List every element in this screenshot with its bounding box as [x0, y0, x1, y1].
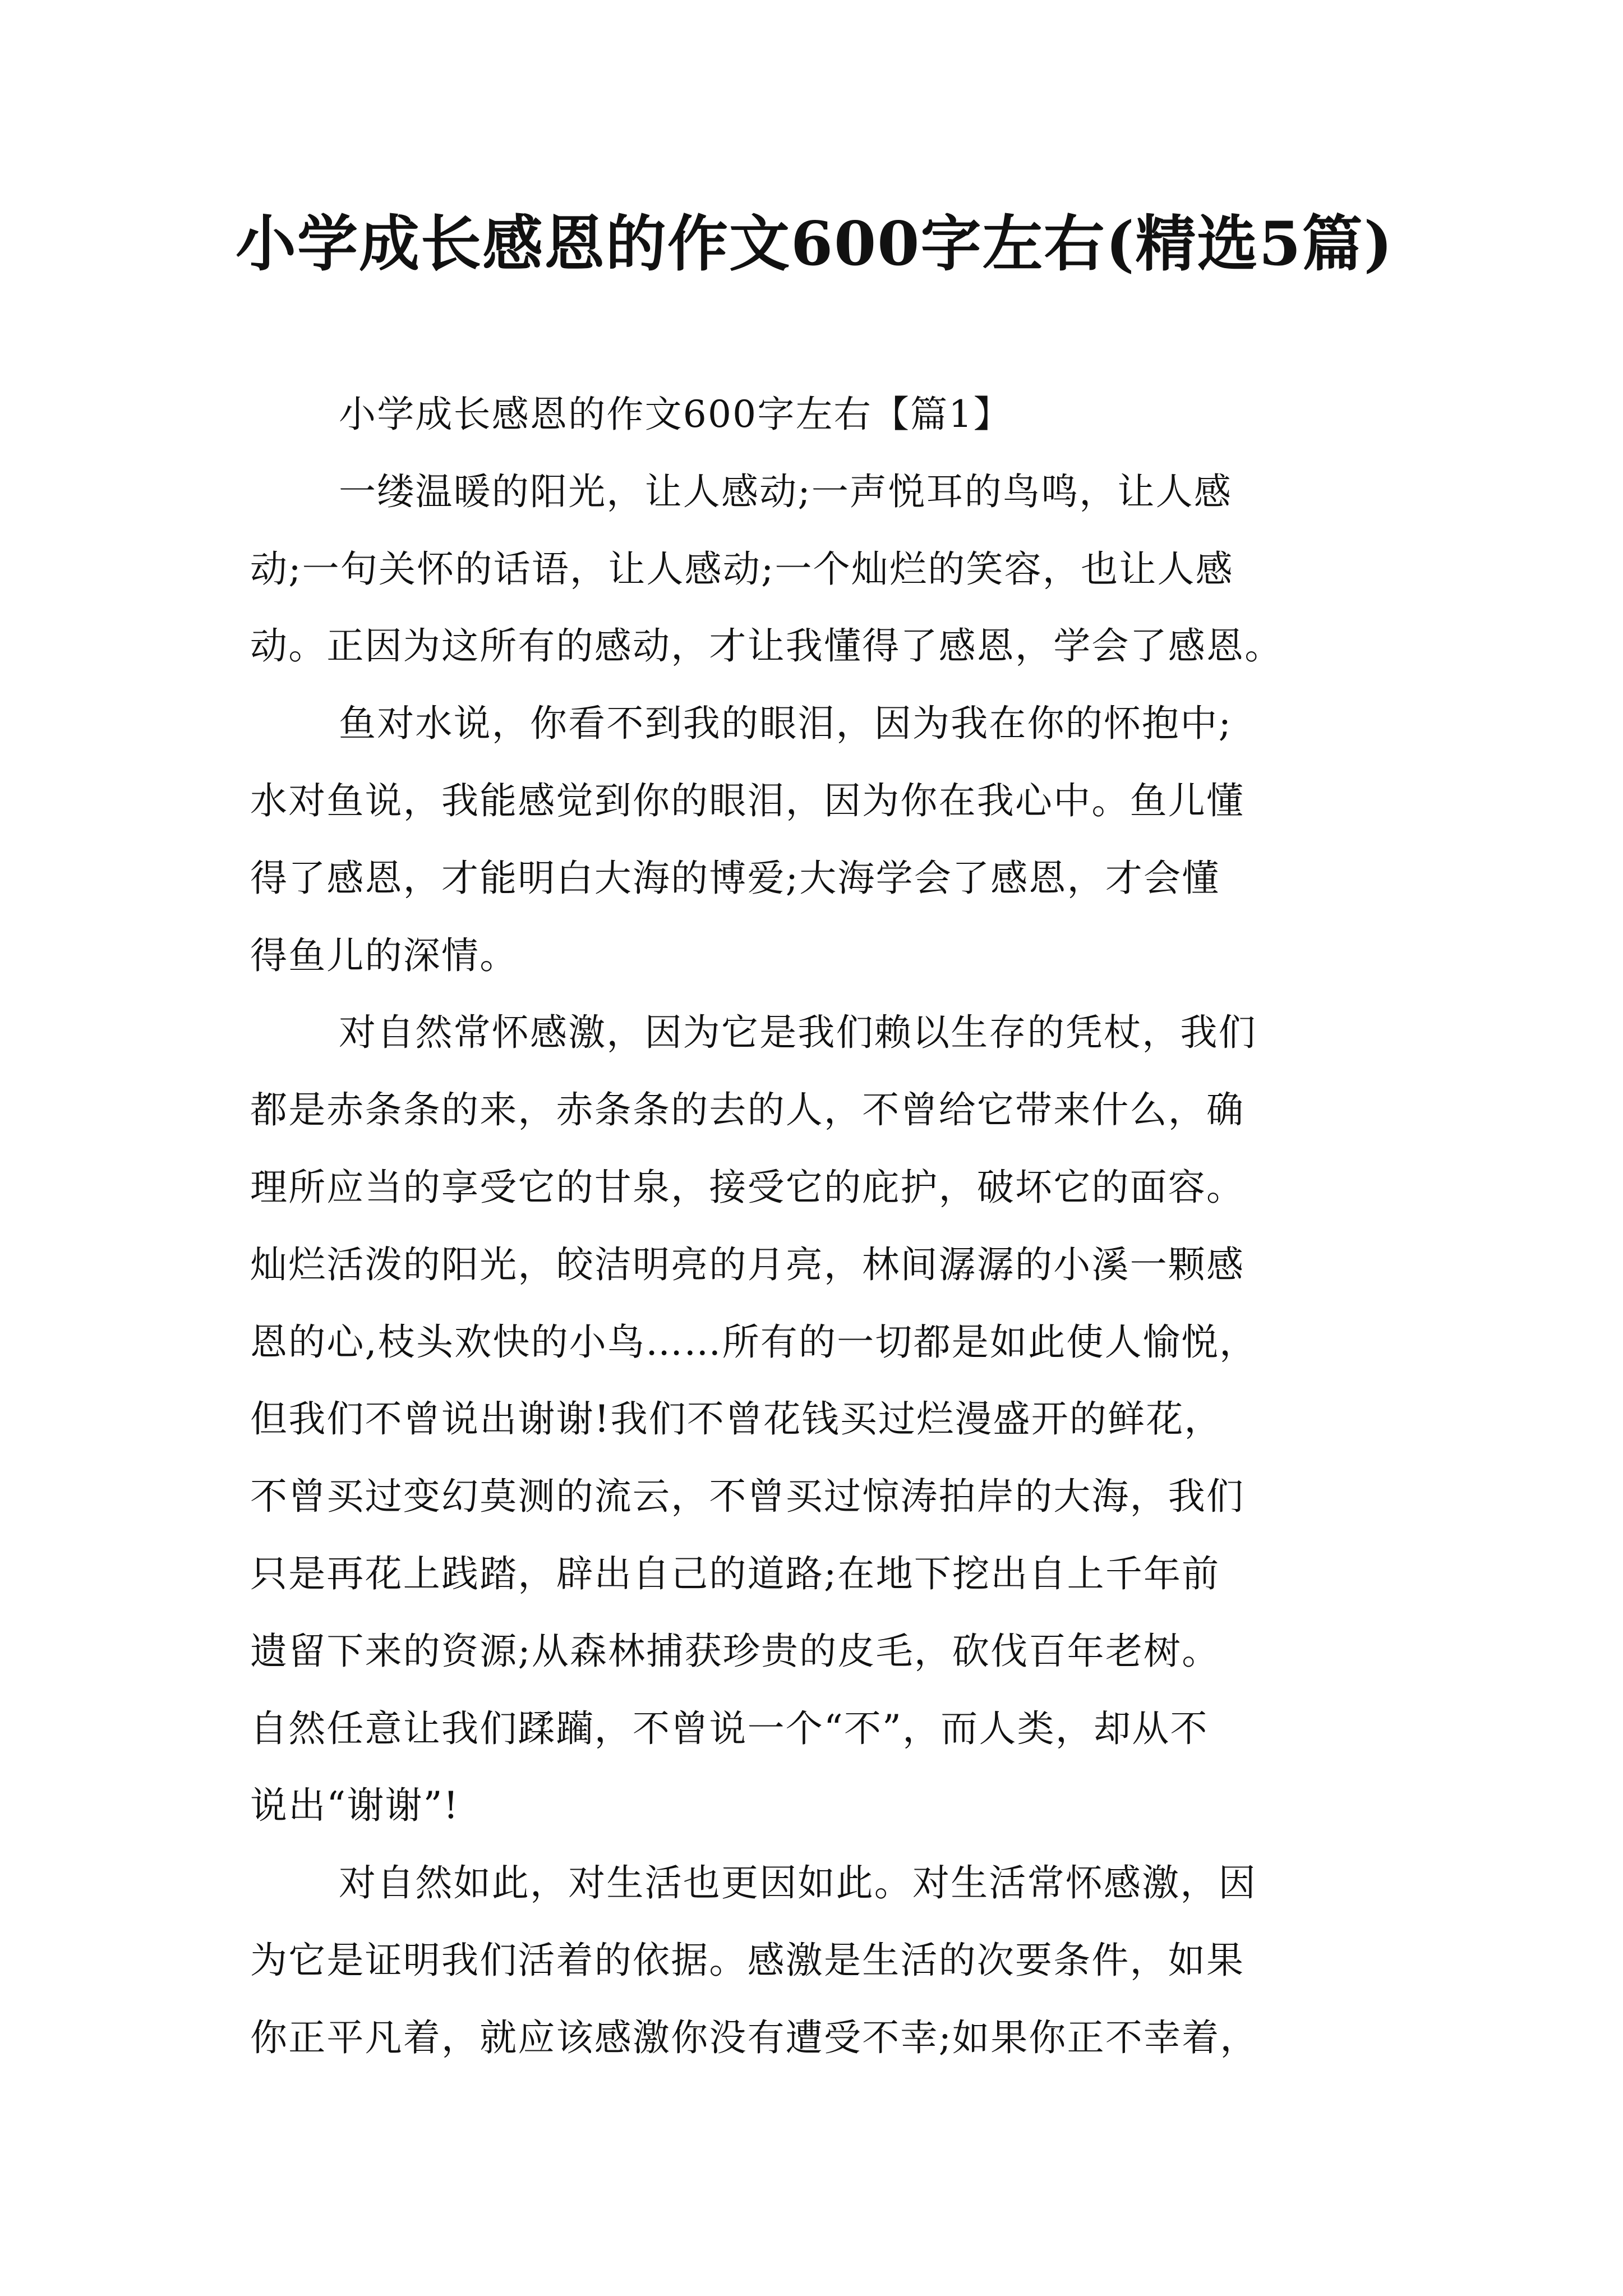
paragraph-line: 动。正因为这所有的感动，才让我懂得了感恩，学会了感恩。	[250, 624, 1283, 668]
paragraph-line: 灿烂活泼的阳光，皎洁明亮的月亮，林间潺潺的小溪一颗感	[250, 1243, 1245, 1286]
paragraph-line: 恩的心,枝头欢快的小鸟……所有的一切都是如此使人愉悦，	[250, 1320, 1258, 1364]
paragraph-3	[250, 994, 1377, 1844]
paragraph-line: 得了感恩，才能明白大海的博爱;大海学会了感恩，才会懂	[250, 856, 1220, 900]
paragraph-line: 理所应当的享受它的甘泉，接受它的庇护，破坏它的面容。	[250, 1165, 1245, 1209]
paragraph-line: 水对鱼说，我能感觉到你的眼泪，因为你在我心中。鱼儿懂	[250, 779, 1245, 822]
section-heading: 小学成长感恩的作文600字左右【篇1】	[339, 393, 1012, 436]
paragraph-1	[250, 453, 1377, 685]
paragraph-line: 遗留下来的资源;从森林捕获珍贵的皮毛，砍伐百年老树。	[250, 1629, 1220, 1673]
paragraph-line: 一缕温暖的阳光，让人感动;一声悦耳的鸟鸣，让人感	[339, 470, 1233, 513]
paragraph-line: 对自然常怀感激，因为它是我们赖以生存的凭杖，我们	[339, 1011, 1257, 1055]
paragraph-4	[250, 1844, 1377, 2076]
paragraph-line: 但我们不曾说出谢谢!我们不曾花钱买过烂漫盛开的鲜花，	[250, 1397, 1223, 1441]
paragraph-line: 你正平凡着，就应该感激你没有遭受不幸;如果你正不幸着，	[250, 2016, 1258, 2059]
paragraph-line: 说出“谢谢”!	[250, 1784, 460, 1828]
document-body	[250, 376, 1377, 2077]
paragraph-line: 动;一句关怀的话语，让人感动;一个灿烂的笑容，也让人感	[250, 547, 1234, 591]
paragraph-line: 为它是证明我们活着的依据。感激是生活的次要条件，如果	[250, 1938, 1245, 1982]
paragraph-line: 只是再花上践踏，辟出自己的道路;在地下挖出自上千年前	[250, 1552, 1220, 1595]
paragraph-line: 不曾买过变幻莫测的流云，不曾买过惊涛拍岸的大海，我们	[250, 1475, 1245, 1519]
document-title: 小学成长感恩的作文600字左右(精选5篇)	[236, 209, 1394, 279]
paragraph-line: 对自然如此，对生活也更因如此。对生活常怀感激，因	[339, 1861, 1257, 1905]
paragraph-line: 得鱼儿的深情。	[250, 933, 518, 977]
paragraph-line: 都是赤条条的来，赤条条的去的人，不曾给它带来什么，确	[250, 1088, 1245, 1132]
paragraph-2	[250, 685, 1377, 994]
paragraph-line: 鱼对水说，你看不到我的眼泪，因为我在你的怀抱中;	[339, 702, 1233, 746]
paragraph-line: 自然任意让我们蹂躏，不曾说一个“不”，而人类，却从不	[250, 1706, 1209, 1750]
